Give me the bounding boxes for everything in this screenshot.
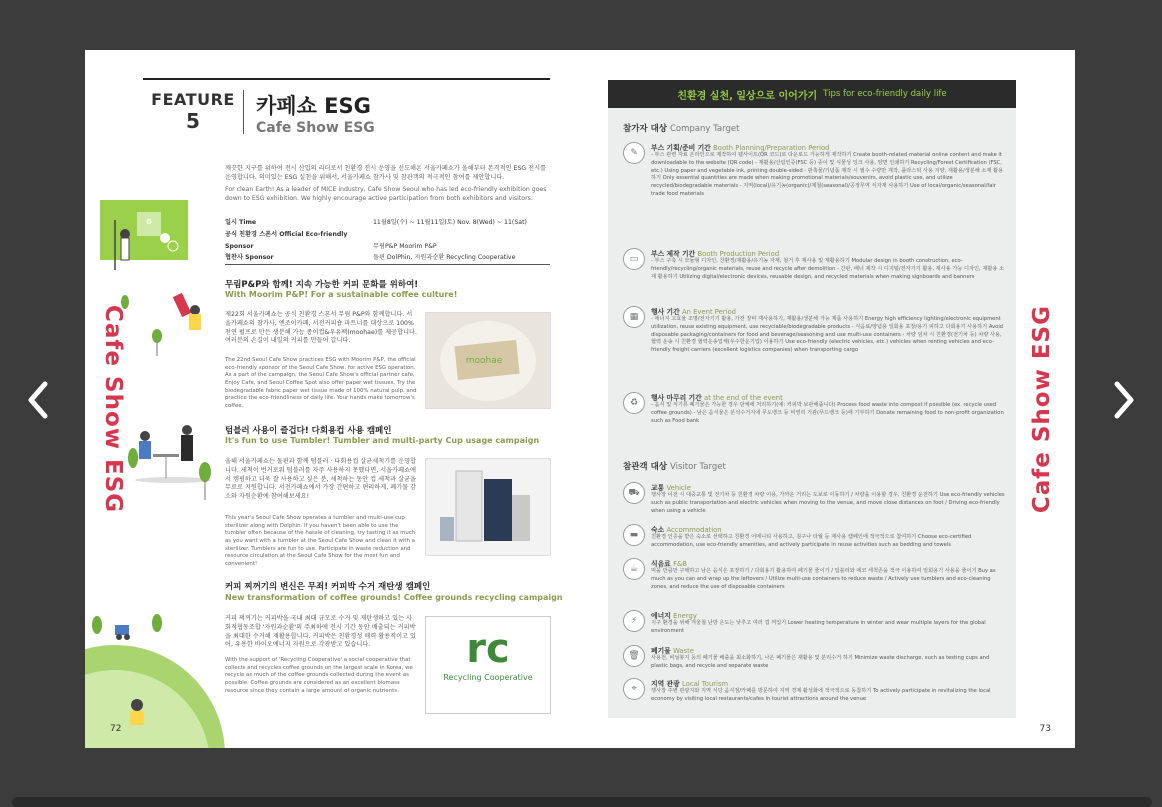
divider xyxy=(225,264,550,265)
visitor-target-heading: 참관객 대상 Visitor Target xyxy=(623,462,726,472)
moohae-brand-text: moohae xyxy=(465,356,503,366)
rc-logo-mark: rc xyxy=(466,626,510,672)
tips-header-ko: 친환경 실천, 일상으로 이어가기 xyxy=(677,90,818,102)
recycling-cooperative-logo xyxy=(425,616,551,714)
chevron-left-icon xyxy=(25,380,51,420)
car-icon: ⛟ xyxy=(623,482,645,504)
clipboard-icon: ✎ xyxy=(623,142,645,164)
previous-page-button[interactable] xyxy=(18,370,58,430)
intro-ko: 깨끗한 지구를 위하여 전시 산업의 리더로서 친환경 전시 운영을 선도해온 서울카페쇼가 올해부터 본격적인 ESG 전시를 운영합니다. 의미있는 ESG 실천을 위해서, 서울카페쇼 참가사 및 참관객의 적극적인 참여를 제안합니다. xyxy=(225,165,547,181)
viewer-bottom-bar xyxy=(12,797,1152,807)
section2-title-ko: 텀블러 사용이 즐겁다! 다회용컵 사용 캠페인 xyxy=(225,426,392,436)
page-number-right: 73 xyxy=(1039,724,1051,734)
tree-icon xyxy=(195,460,215,500)
chevron-right-icon xyxy=(1111,380,1137,420)
event-info xyxy=(225,217,527,264)
participant-target-heading: 참가자 대상 Company Target xyxy=(623,124,740,134)
tips-header xyxy=(608,80,1016,108)
section1-title-en: With Moorim P&P! For a sustainable coffee culture! xyxy=(225,290,458,299)
section1-title-ko: 무림P&P와 함께! 지속 가능한 커피 문화를 위하여! xyxy=(225,280,419,290)
info-row-cosponsor: 협찬사 Sponsor 돌핀 DolPhin, 지원과순환 Recycling Cooperative xyxy=(225,254,516,262)
section3-body-ko: 커피 찌꺼기는 커피박을 국내 최대 규모로 수거 및 재탄생하고 있는 사회적협동조합 '자원과순환'의 주최하에 전시 기간 동안 배출되는 커피박을 최대한 수거해 재활용합니다. 커피박은 친환경성 매력 활용적이고 있어, 유용한 바이오에너지 자원으로 각광받고 있습니다. xyxy=(225,615,417,649)
vertical-title-left: Cafe Show ESG xyxy=(100,305,126,514)
right-page xyxy=(580,50,1075,748)
feature-divider xyxy=(243,90,244,134)
bed-icon: ▬ xyxy=(623,524,645,546)
info-row-sponsor: 공식 친환경 스폰서 Official Eco-friendly Sponsor 무림P&P Moorim P&P xyxy=(225,230,437,250)
feature-number: 5 xyxy=(186,109,200,133)
section2-body-en: This year's Seoul Cafe Show operates a tumbler and multi-use cup sterilizer along with Dolphin. If you haven't been able to use the tumbler often because of the hassle of cleaning, try tasting it as much as you want with a tumbler at the Seoul Cafe Show and clean it with a sterilizer. Tumblers are fun to use. Participate in waste reduction and resource circulation at the Seoul Cafe Show for the most fun and convenient! xyxy=(225,515,416,568)
moohae-product-photo xyxy=(425,312,551,409)
trash-icon: 🗑 xyxy=(623,645,645,667)
section3-body-en: With the support of 'Recycling Cooperative' a social cooperative that collects and recycles coffee grounds on the largest scale in Korea, we recycle as much of the coffee grounds collected during the event as possible. Coffee grounds are considered as an excellent biomass resource since they contain a large amount of organic nutrients. xyxy=(225,657,413,694)
recycle-icon: ♻ xyxy=(623,392,645,414)
food-icon: ☕ xyxy=(623,558,645,580)
calendar-icon: ▦ xyxy=(623,306,645,328)
rc-logo-caption: Recycling Cooperative xyxy=(443,673,533,682)
section2-title-en: It's fun to use Tumbler! Tumbler and multi-party Cup usage campaign xyxy=(225,436,540,445)
section2-body-ko: 올해 서울카페쇼는 돌핀과 함께 텀블러 · 다회용컵 살균세척기를 운영합니다. 세척이 번거로워 텀블러를 자주 사용하지 못했다면, 서울카페쇼에서 캠핑하고 더욱 잘 사용하고 싶은 분, 세척하는 동안 컵 세척과 살균을 무료로 지원합니다. 서전카페쇼에서 가장 간편하고 편리하게, 폐기물 감소와 자원순환에 참여해보세요! xyxy=(225,458,417,501)
next-page-button[interactable] xyxy=(1104,370,1144,430)
section3-title-en: New transformation of coffee grounds! Coffee grounds recycling campaign xyxy=(225,593,563,602)
vertical-title-right: Cafe Show ESG xyxy=(1029,305,1055,514)
location-icon: ⌖ xyxy=(623,678,645,700)
feature-label: FEATURE xyxy=(151,90,235,109)
feature-header xyxy=(143,78,550,136)
energy-icon: ⚡ xyxy=(623,610,645,632)
left-page xyxy=(85,50,580,748)
page-title-en: Cafe Show ESG xyxy=(256,120,375,136)
page-number-left: 72 xyxy=(110,724,122,734)
svg-text:♻: ♻ xyxy=(145,218,153,226)
page-title-ko: 카페쇼 ESG xyxy=(256,94,371,118)
info-row-time: 일시 Time 11월8일(수) ~ 11월11일(토) Nov. 8(Wed) ~ 11(Sat) xyxy=(225,219,527,226)
earth-illustration xyxy=(85,605,225,748)
booth-icon: ▭ xyxy=(623,248,645,270)
magazine-spread xyxy=(85,50,1075,748)
section1-body-ko: 제22회 서울카페쇼는 공식 친환경 스폰서 무림 P&P와 함께합니다. 서울카페쇼의 참가사, 엔조이카페, 서전커피숍 파트너를 대상으로 100% 천연 펄프로 만든 생분해 가능 종이컵&우유팩(moohae)를 제공합니다. 여러분의 손길이 내일의 커피를 만들어 갑니다. xyxy=(225,311,417,345)
section3-title-ko: 커피 찌꺼기의 변신은 무죄! 커피박 수거 재탄생 캠페인 xyxy=(225,582,431,592)
tips-header-en: Tips for eco-friendly daily life xyxy=(823,89,947,99)
eco-tips-panel: 친환경 실천, 일상으로 이어가기 Tips for eco-friendly daily life 참가자 대상 Company Target ✎ 부스 기획/준비 기간 Booth Planning/Preparation Period - 부스 관련 자료 온라인으로 제작하여 웹사이트(QR 코드)로 다운로드 가능하게 제작하기 Create booth-related material online content and make it downloadable to the website (QR code) - 재활용/산림인증(FSC 등) 종이 및 식물성 잉크 사용, 양면 인쇄하기 Recycling/Forest Certification (FSC, etc.) Using paper and vegetable ink, printing double-sided - 판촉물/기념품 제작 시 필수 수량만 제작, 플라스틱 사용 지양, 재활용/생분해 소재 활용하기 Only essential quantities are made when making promotional materials/souvenirs, avoid plastic use, and utilize recycled/biodegradable materials - 지역(local)/유기농(organic)/제철(seasonal)/공정무역 식자재 사용하기 Use of local/organic/seasonal/fair trade food materials ▭ 부스 제작 기간 Booth Production Period - 부스 구축 시 모듈형 디자인, 친환경/재활용/유기농 자재, 철거 후 재사용 및 재활용하기 Modular design in booth construction, eco-friendly/recycling/organic materials, reuse and recycle after demolition - 간판, 배너 제작 시 디지털/전자기기 활용, 재사용 가능 디자인, 재활용 소재 활용하기 Utilizing digital/electronic devices, reusable design, and recycled materials when making signboards and banners ▦ 행사 기간 An Event Period - 에너지 고효율 조명/전자기기 활용, 가전 장비 재사용하기, 재활용/생분해 가능 제품 사용하기 Energy high efficiency lighting/electronic equipment utilization, reuse existing equipment, use recyclable/biodegradable products - 식음료/양념용 일회용 포장/용기 피하고 다회용기 사용하기 Avoid disposable packaging/containers for food and beverage/seasoning and use multi-use containers - 차량 임차 시 친환경(전기차 등) 차량 사용, 협력 운송 시 친환경 협력운송업체(우수한운기업) 이용하기 Use eco-friendly (electric vehicles, etc.) vehicles when renting vehicles and eco-friendly freight carriers (excellent logistics companies) when transporting cargo ♻ 행사 마무리 기간 at the end of the event - 음식 및 식기류 폐기물은 가능한 경우 단체에 처리하기(예: 커피박 보관해줍니다) Process food waste into compost if possible (ex. recycle used coffee grounds) - 남은 음식물은 분석수거지에 무도뱅크 등 비영리 기관(푸드뱅크 등)에 기부하기 Donate remaining food to non-profit organization such as Food bank 참관객 대상 Visitor Target ⛟ 교통 Vehicle 행사장 이전 시 대중교통 및 전기차 등 친환경 차량 이용, 가까운 거리는 도보로 이동하기 / 차량을 이용할 경우, 친환경 운전하기 Use eco-friendly vehicles such as public transportation and electric vehicles when moving to the venue, and move close distances on foot / Driving eco-friendly when using a vehicle ▬ 숙소 Accommodation 친환경 인증을 받은 숙소로 선택하고 친환경 어메니티 사용하고, 침구나 타월 등 재사용 캠페인에 적극적으로 참여하기 Choose eco-certified accommodation, use eco-friendly amenities, and actively participate in reuse activities such as bedding and towels ☕ 식음료 F&B 먹을 만큼만 구매하고 남은 음식은 포장하기 / 다회용기 활용하여 폐기물 줄이기 / 텀블러와 에코 세척존을 적극 이용하여 일회용기 사용을 줄이기 Buy as much as you can and wrap up the leftovers / Utilize multi-use containers to reduce waste / Actively use tumblers and eco-cleaning zones, and reduce the use of disposable containers ⚡ 에너지 Energy 지구 환경을 위해 겨울철 난방 온도는 낮추고 여러 겹 껴입기 Lower heating temperature in winter and wear multiple layers for the global environment 🗑 폐기물 Waste 사용전, 비닐봉지 등의 폐기물 배출을 최소화하기, 나온 폐기물은 재활용 및 분리수거 하기 Minimize waste discharge, such as testing cups and plastic bags, and recycle and separate waste ⌖ 지역 관광 Local Tourism 행사장 주변 관광지와 지역 식당 음식점/카페를 방문하여 지역 경제 활성화에 적극적으로 동참하기 To actively participate in revitalizing the local economy by visiting local restaurants/cafes in tourist attractions around the venue xyxy=(608,80,1016,718)
intro-en: For clean Earth! As a leader of MICE industry, Cafe Show Seoul who has led eco-friendly exhibition goes down to ESG exhibition. We highly encourage active participation from both exhibitors and visitors. xyxy=(225,186,547,202)
tumbler-sterilizer-photo xyxy=(425,458,551,556)
section1-body-en: The 22nd Seoul Cafe Show practices ESG with Moorim P&P, the official eco-friendly sponsor of the Seoul Cafe Show, for active ESG operation. As a part of the campaign, the Seoul Cafe Show's official partner cafe, Enjoy Cafe, and Seoul Coffee Spot also offer paper wet tissues. Try the biodegradable fabric paper wet tissue made of 100% natural pulp, and practice the eco-friendliness of daily life. Your hands make tomorrow's coffee. xyxy=(225,357,417,410)
